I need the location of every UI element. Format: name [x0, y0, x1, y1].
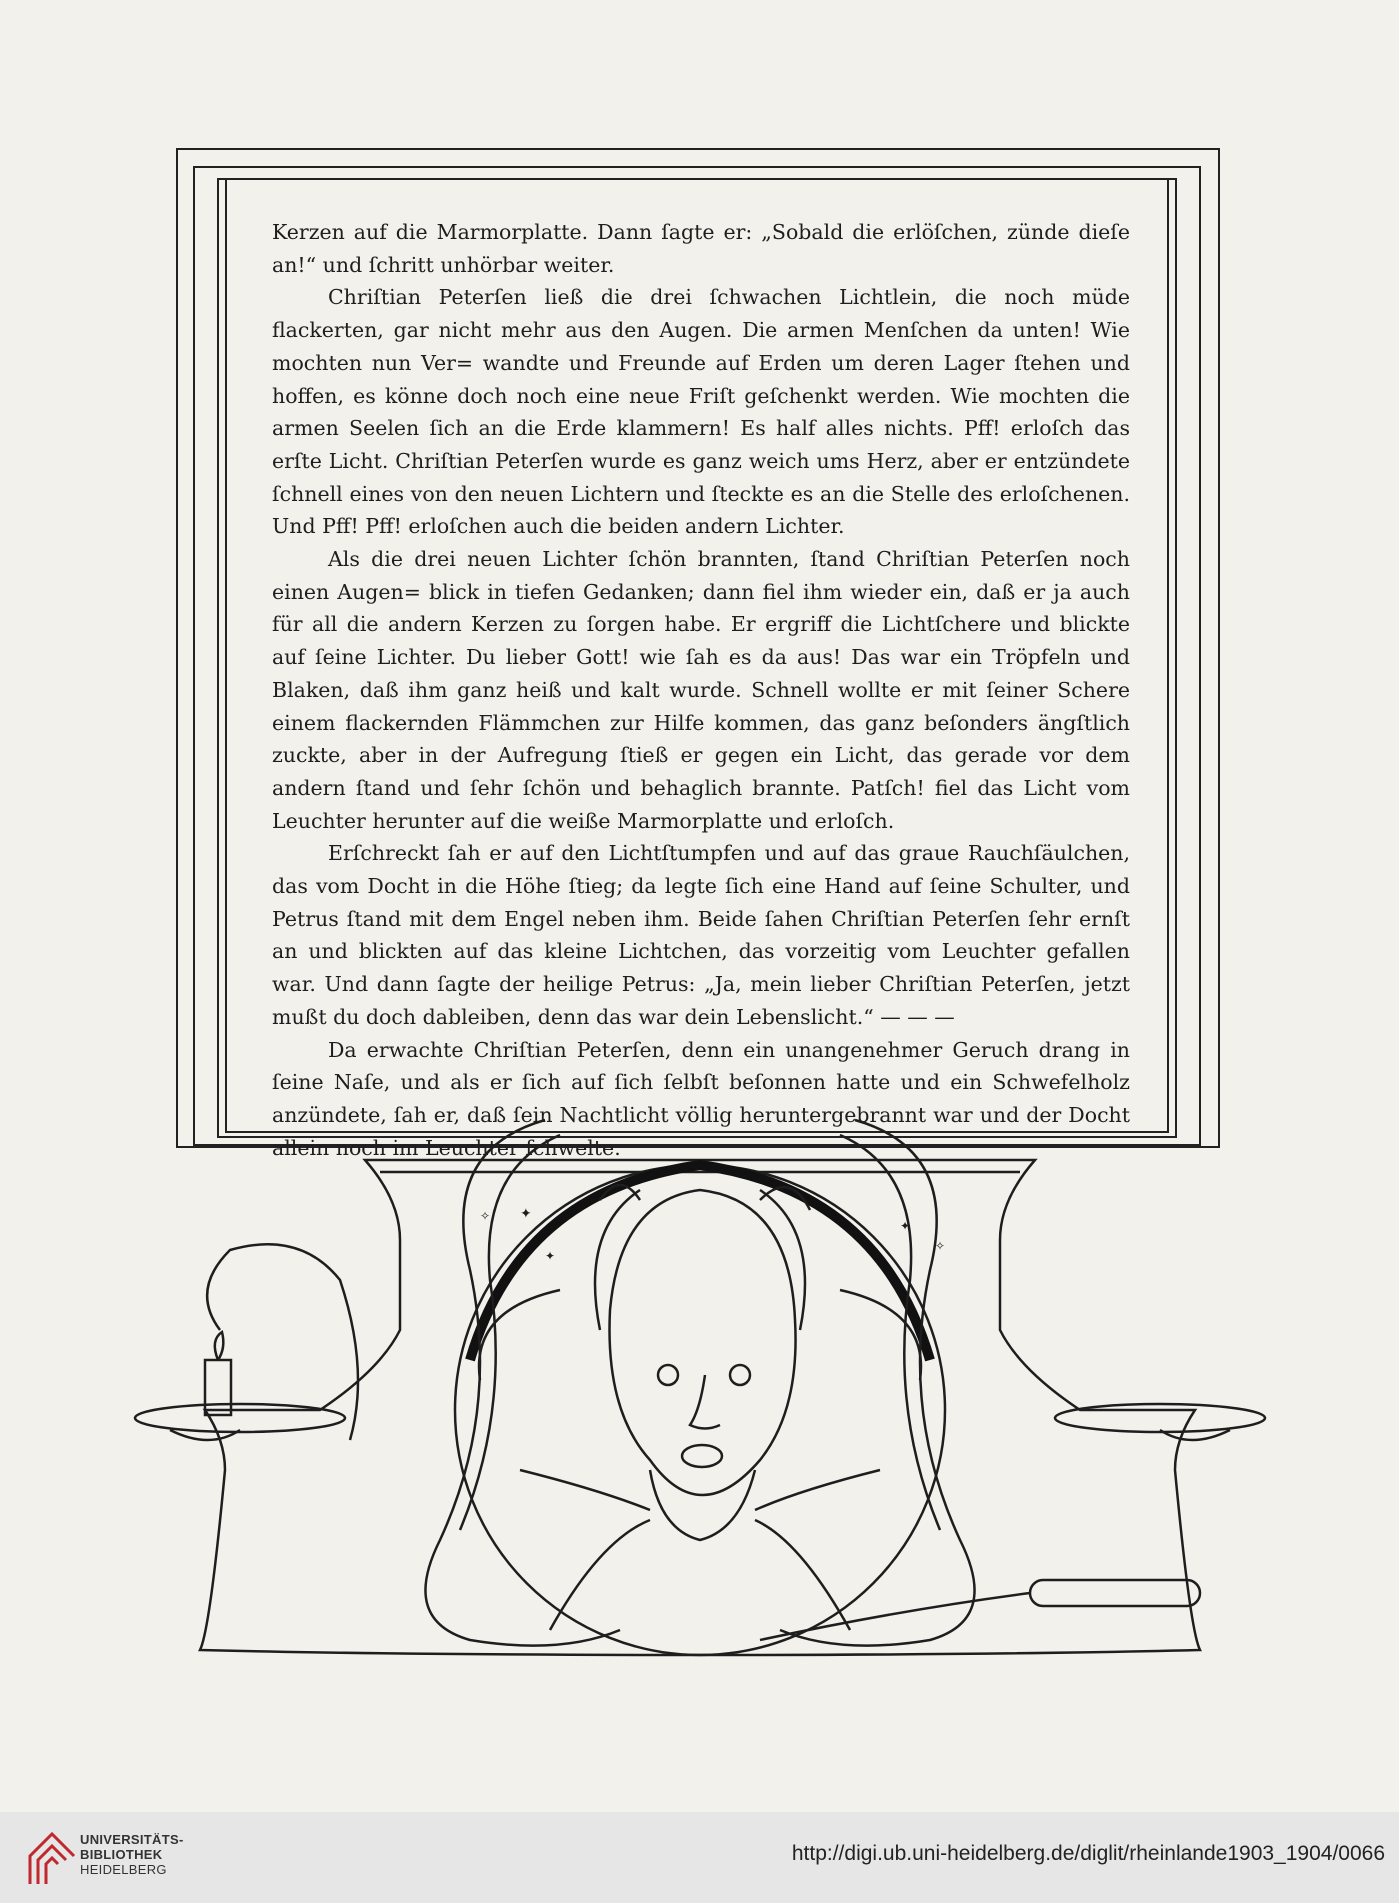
- footer-bar: [0, 1812, 1399, 1903]
- library-line-1: UNIVERSITÄTS-: [80, 1832, 184, 1847]
- left-candle-dish: [135, 1404, 345, 1432]
- story-text: [272, 216, 1130, 1164]
- paragraph-5: Da erwachte Chriſtian Peterſen, denn ein unangenehmer Geruch drang in ſeine Naſe, und als er ſich auf ſich ſelbſt beſonnen hatte und ein Schwefelholz anzündete, ſah er, daß ſein Nachtlicht völlig heruntergebrannt war und der Docht allein noch im Leuchter ſchwelte.: [272, 1037, 1130, 1160]
- open-mouth: [682, 1445, 722, 1467]
- library-line-3: HEIDELBERG: [80, 1862, 167, 1877]
- right-candle-dish: [1055, 1404, 1265, 1432]
- paragraph-1: Kerzen auf die Marmorplatte. Dann ſagte er: „Sobald die erlöſchen, zünde dieſe an!“ und ſchritt unhörbar weiter.: [272, 220, 1130, 277]
- library-logo-icon: [22, 1826, 80, 1888]
- fallen-candle: [1030, 1580, 1200, 1606]
- left-candle: [205, 1360, 231, 1415]
- pillow: [479, 1290, 921, 1380]
- svg-text:✧: ✧: [935, 1239, 946, 1253]
- left-candle-flame: [215, 1332, 224, 1360]
- svg-text:✧: ✧: [480, 1209, 491, 1223]
- portrait-medallion: [455, 1165, 945, 1655]
- library-name: [80, 1832, 184, 1877]
- right-eye: [730, 1365, 750, 1385]
- library-line-2: BIBLIOTHEK: [80, 1847, 163, 1862]
- svg-text:✦: ✦: [545, 1249, 556, 1263]
- paragraph-3: Als die drei neuen Lichter ſchön brannten, ſtand Chriſtian Peterſen noch einen Augen= blick in tiefen Gedanken; dann fiel ihm wieder ein, daß er ja auch für all die andern Kerzen zu ſorgen habe. Er ergriff die Lichtſchere und blickte auf ſeine Lichter. Du lieber Gott! wie ſah es da aus! Das war ein Tröpfeln und Blaken, daß ihm ganz heiß und kalt wurde. Schnell wollte er mit ſeiner Schere einem flackernden Flämmchen zur Hilfe kommen, das ganz beſonders ängſtlich zuckte, aber in der Aufregung ſtieß er gegen ein Licht, das gerade vor dem andern ſtand und ſehr ſchön und behaglich brannte. Patſch! fiel das Licht vom Leuchter herunter auf die weiße Marmorplatte und erloſch.: [272, 547, 1130, 833]
- svg-text:✦: ✦: [900, 1219, 911, 1233]
- nose: [690, 1375, 720, 1429]
- man-head: [610, 1190, 796, 1495]
- paragraph-2: Chriſtian Peterſen ließ die drei ſchwachen Lichtlein, die noch müde flackerten, gar nicht mehr aus den Augen. Die armen Menſchen da unten! Wie mochten nun Ver= wandte und Freunde auf Erden um deren Lager ſtehen und hoffen, es könne doch noch eine neue Friſt geſchenkt werden. Wie mochten die armen Seelen ſich an die Erde klammern! Es half alles nichts. Pff! erloſch das erſte Licht. Chriſtian Peterſen wurde es ganz weich ums Herz, aber er entzündete ſchnell eines von den neuen Lichtern und ſteckte es an die Stelle des erloſchenen. Und Pff! Pff! erloſchen auch die beiden andern Lichter.: [272, 285, 1130, 539]
- paragraph-4: Erſchreckt ſah er auf den Lichtſtumpfen und auf das graue Rauchſäulchen, das vom Docht in die Höhe ſtieg; da legte ſich eine Hand auf ſeine Schulter, und Petrus ſtand mit dem Engel neben ihm. Beide ſahen Chriſtian Peterſen ſehr ernſt an und blickten auf das kleine Lichtchen, das vorzeitig vom Leuchter gefallen war. Und dann ſagte der heilige Petrus: „Ja, mein lieber Chriſtian Peterſen, jetzt mußt du doch dableiben, denn das war dein Lebenslicht.“ — — —: [272, 841, 1130, 1029]
- svg-text:✦: ✦: [520, 1206, 532, 1222]
- left-eye: [658, 1365, 678, 1385]
- medallion-dark-arc: [470, 1165, 930, 1360]
- source-url-link[interactable]: http://digi.ub.uni-heidelberg.de/diglit/rheinlande1903_1904/0066: [791, 1842, 1385, 1865]
- man-hair: [595, 1185, 810, 1330]
- art-nouveau-illustration: [0, 1110, 1399, 1810]
